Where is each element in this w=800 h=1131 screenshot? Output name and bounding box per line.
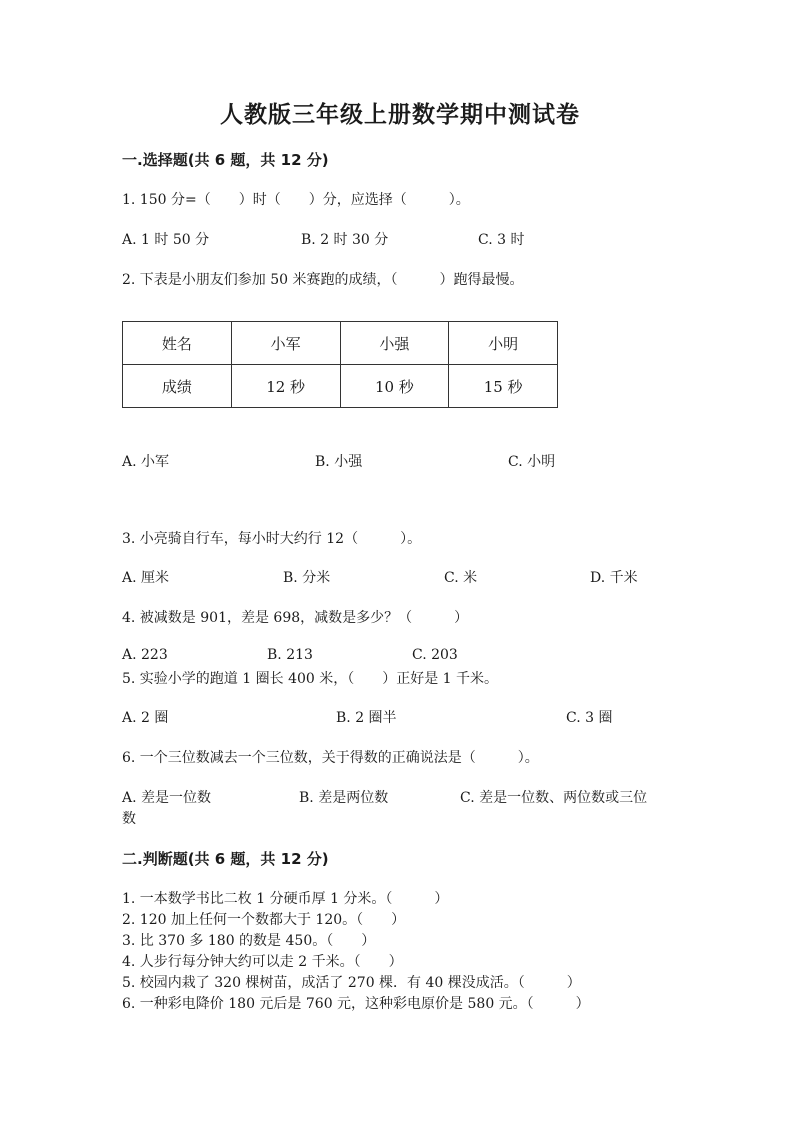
q6-option-c: C. 差是一位数、两位数或三位: [460, 790, 648, 806]
judgment-item: 3. 比 370 多 180 的数是 450。（ ）: [122, 933, 376, 949]
q6-option-b: B. 差是两位数: [299, 790, 389, 806]
q3-option-a: A. 厘米: [122, 570, 170, 586]
table-row: [123, 365, 558, 408]
q3-option-c: C. 米: [444, 570, 478, 586]
judgment-item: 6. 一种彩电降价 180 元后是 760 元，这种彩电原价是 580 元。（ ）: [122, 996, 590, 1012]
q2-option-c: C. 小明: [508, 454, 556, 470]
section-heading-judgment: 二.判断题(共 6 题，共 12 分): [122, 850, 329, 868]
table-cell: 小军: [231, 322, 340, 365]
table-cell: 12 秒: [231, 365, 340, 408]
q2-option-a: A. 小军: [122, 454, 170, 470]
table-cell: 小强: [340, 322, 449, 365]
table-row: [123, 322, 558, 365]
q3-option-d: D. 千米: [590, 570, 638, 586]
table-cell: 成绩: [123, 365, 232, 408]
q5-option-b: B. 2 圈半: [336, 710, 397, 726]
judgment-item: 5. 校园内栽了 320 棵树苗，成活了 270 棵．有 40 棵没成活。（ ）: [122, 975, 581, 991]
question-3: 3. 小亮骑自行车，每小时大约行 12（ ）。: [122, 531, 422, 547]
q6-option-c-continued: 数: [122, 811, 136, 827]
q5-option-c: C. 3 圈: [566, 710, 613, 726]
q3-option-b: B. 分米: [283, 570, 331, 586]
q1-option-b: B. 2 时 30 分: [301, 232, 389, 248]
table-cell: 姓名: [123, 322, 232, 365]
q4-option-a: A. 223: [122, 647, 168, 663]
table-cell: 15 秒: [449, 365, 558, 408]
question-4: 4. 被减数是 901，差是 698，减数是多少？（ ）: [122, 610, 469, 626]
question-5: 5. 实验小学的跑道 1 圈长 400 米，（ ）正好是 1 千米。: [122, 671, 499, 687]
q2-option-b: B. 小强: [315, 454, 363, 470]
q4-option-b: B. 213: [267, 647, 313, 663]
question-6: 6. 一个三位数减去一个三位数，关于得数的正确说法是（ ）。: [122, 750, 539, 766]
section-heading-choice: 一.选择题(共 6 题，共 12 分): [122, 151, 329, 169]
judgment-item: 4. 人步行每分钟大约可以走 2 千米。（ ）: [122, 954, 403, 970]
q1-option-c: C. 3 时: [478, 232, 525, 248]
q4-option-c: C. 203: [412, 647, 458, 663]
q6-option-a: A. 差是一位数: [122, 790, 212, 806]
judgment-item: 2. 120 加上任何一个数都大于 120。（ ）: [122, 912, 406, 928]
question-2: 2. 下表是小朋友们参加 50 米赛跑的成绩，（ ）跑得最慢。: [122, 272, 524, 288]
table-cell: 10 秒: [340, 365, 449, 408]
table-cell: 小明: [449, 322, 558, 365]
q1-option-a: A. 1 时 50 分: [122, 232, 210, 248]
q5-option-a: A. 2 圈: [122, 710, 169, 726]
judgment-item: 1. 一本数学书比二枚 1 分硬币厚 1 分米。（ ）: [122, 891, 449, 907]
question-1: 1. 150 分=（ ）时（ ）分，应选择（ ）。: [122, 192, 470, 208]
page-title: 人教版三年级上册数学期中测试卷: [220, 102, 580, 128]
race-results-table: [122, 321, 558, 408]
